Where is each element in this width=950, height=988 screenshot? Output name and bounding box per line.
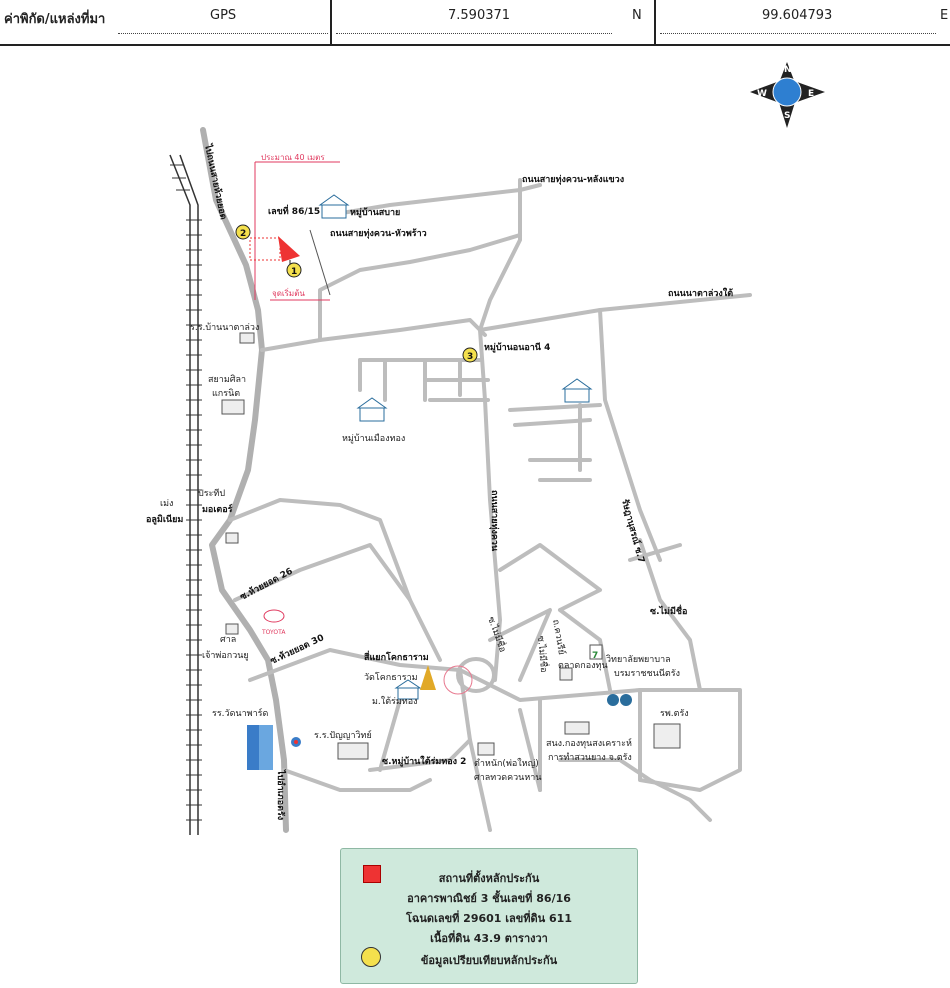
label-road-huaphraw: ถนนสายทุ่งควน-หัวพร้าว xyxy=(330,229,427,239)
label-road-langkhang: ถนนสายทุ่งควน-หลังแขวง xyxy=(522,175,625,185)
label-shrine-2: เจ้าพ่อกวนยู xyxy=(202,651,249,661)
distance-annotation xyxy=(255,162,340,300)
label-school-watnaphrat: รร.วัดนาพาร์ด xyxy=(212,709,269,719)
svg-text:3: 3 xyxy=(467,352,474,362)
label-school-panya: ร.ร.ปัญญาวิทย์ xyxy=(314,731,372,741)
header-source: GPS xyxy=(210,8,237,23)
label-siam-silpa-1: สยามศิลา xyxy=(208,375,247,385)
compass-rose-icon xyxy=(750,62,825,128)
compass-w: W xyxy=(757,89,767,99)
label-praseep-1: ประทีป xyxy=(198,489,226,499)
collateral-plot-icon xyxy=(250,236,300,262)
legend-line-3: โฉนดเลขที่ 29601 เลขที่ดิน 611 xyxy=(406,912,572,925)
label-village-muangthong: หมู่บ้านเมืองทอง xyxy=(342,434,406,444)
longitude-direction: E xyxy=(940,8,949,23)
label-road-khuanri: ถ.ควนรีย์ xyxy=(550,618,567,656)
label-temple: วัดโคกธาราม xyxy=(364,673,418,683)
label-hospital: รพ.ตรัง xyxy=(660,709,689,719)
label-pohyai-2: ศาลทวดควนหาน xyxy=(474,773,542,783)
legend-line-1: สถานที่ตั้งหลักประกัน xyxy=(438,872,540,885)
label-shop-2: อลูมิเนียม xyxy=(146,515,184,525)
compass-s: S xyxy=(784,111,791,121)
label-soi-huaiyot30: ซ.ห้วยยอด 30 xyxy=(269,633,326,667)
label-soi-village2: ซ.หมู่บ้านใต้ร่มทอง 2 xyxy=(382,757,467,767)
label-to-trang: ไปอำเภอตรัง xyxy=(275,770,285,821)
label-nursing-1: วิทยาลัยพยาบาล xyxy=(606,655,671,665)
label-village-anothani: หมู่บ้านอนอานี 4 xyxy=(484,343,551,353)
label-to-hwy: ไปถนนสายห้วยยอด xyxy=(202,143,228,221)
legend-box xyxy=(340,848,638,984)
label-pohyai-1: ตำหนัก(พ่อใหญ่) xyxy=(474,759,539,769)
label-distance: ประมาณ 40 เมตร xyxy=(261,153,325,162)
svg-text:1: 1 xyxy=(291,267,298,277)
label-office-2: การทำสวนยาง จ.ตรัง xyxy=(548,753,632,763)
header-label: ค่าพิกัด/แหล่งที่มา xyxy=(4,12,106,27)
latitude-value: 7.590371 xyxy=(448,8,511,23)
label-praseep-2: มอเตอร์ xyxy=(202,505,233,515)
label-school-natalaung: ร.ร.บ้านนาตาล่วง xyxy=(190,323,260,333)
legend-line-5: ข้อมูลเปรียบเทียบหลักประกัน xyxy=(420,954,558,967)
seven-eleven-icon xyxy=(592,651,598,661)
tower-icon xyxy=(247,725,273,770)
compass-e: E xyxy=(808,89,815,99)
legend-line-4: เนื้อที่ดิน 43.9 ตารางวา xyxy=(430,932,548,945)
label-village-sabai: หมู่บ้านสบาย xyxy=(350,208,401,218)
marker-3 xyxy=(463,348,477,362)
legend-line-2: อาคารพาณิชย์ 3 ชั้นเลขที่ 86/16 xyxy=(407,892,571,905)
label-mu-village: ม.ใต้ร่มทอง xyxy=(372,697,418,707)
marker-1 xyxy=(287,263,301,277)
label-soi-huaiyot26: ซ.ห้วยยอด 26 xyxy=(238,566,295,603)
label-plot-no: เลขที่ 86/15 xyxy=(268,207,321,217)
label-office-1: สนง.กองทุนสงเคราะห์ xyxy=(546,739,632,749)
marker-2 xyxy=(236,225,250,239)
label-soi-maisi-2: ซ.ไม่มีชื่อ xyxy=(535,635,549,673)
label-shop-1: เม่ง xyxy=(160,499,174,509)
longitude-value: 99.604793 xyxy=(762,8,833,23)
label-soi-maisi-3: ซ.ไม่มีชื่อ xyxy=(650,607,688,617)
label-soi-maisi: ซ.ไม่มีชื่อ xyxy=(485,615,508,654)
label-market: ตลาดกองทุน xyxy=(558,661,608,671)
toyota-logo-icon xyxy=(261,610,286,636)
label-siam-silpa-2: แกรนิต xyxy=(212,389,241,399)
latitude-direction: N xyxy=(632,8,642,23)
label-rat-uthit: รัษฎานุสรณ์ ซ.7 xyxy=(619,498,646,565)
svg-text:2: 2 xyxy=(240,229,247,239)
label-nursing-2: บรมราชชนนีตรัง xyxy=(614,669,680,679)
nursing-college-icon xyxy=(607,694,632,706)
gas-station-icon xyxy=(291,737,301,747)
label-start-point: จุดเริ่มต้น xyxy=(272,289,305,298)
svg-text:7: 7 xyxy=(592,651,599,661)
svg-text:TOYOTA: TOYOTA xyxy=(262,629,286,636)
compass-n: N xyxy=(784,65,792,75)
label-intersection: สี่แยกโคกธาราม xyxy=(364,653,429,663)
label-road-thungkhuan: ถนนสายทุ่งควน xyxy=(489,490,499,552)
label-road-nakhatoklai: ถนนนาตาล่วงใต้ xyxy=(668,289,734,299)
label-shrine-1: ศาล xyxy=(220,635,237,645)
